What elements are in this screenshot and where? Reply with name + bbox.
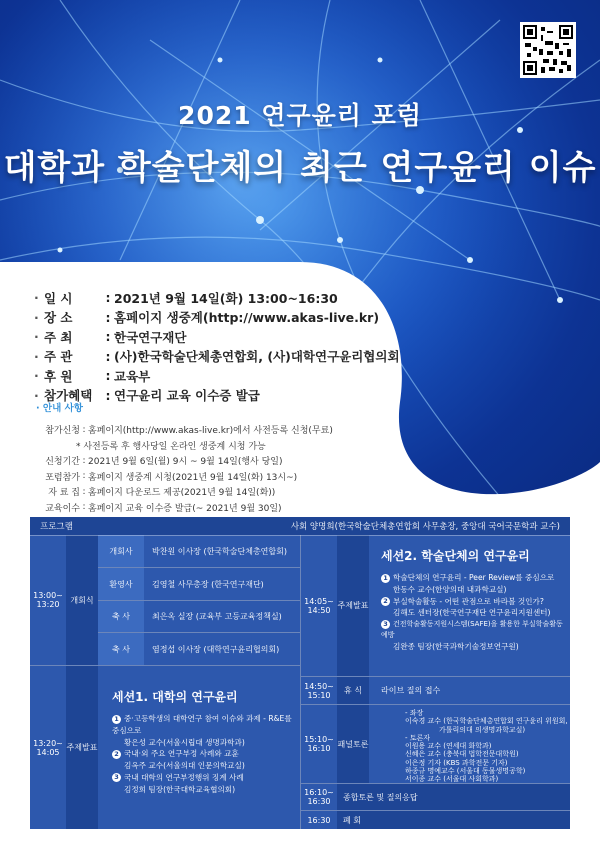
forum-subtitle: 대학과 학술단체의 최근 연구윤리 이슈 [3,148,597,188]
item-topic: 학술단체의 연구윤리 - Peer Review를 중심으로 [393,573,555,582]
item-speaker: 황은성 교수(서울시립대 생명과학과) [124,737,245,747]
item-speaker: 김정희 팀장(한국대학교육협의회) [124,784,236,794]
opening-label: 개회식 [66,535,98,665]
opening-role: 개회사 [98,535,144,567]
panel-block [369,705,570,783]
session1-block [98,666,300,829]
item-topic: 부실학술활동 - 어떤 관점으로 바라볼 것인가? [393,596,544,606]
opening-person: 박찬원 이사장 (한국학술단체총연합회) [144,535,300,567]
info-value: 2021년 9월 14일(화) 13:00~16:30 [114,290,338,306]
info-key: 참가혜택 [44,388,93,404]
item-speaker: 한동수 교수(한양의대 내과학교실) [393,584,507,594]
session2-item [381,619,570,641]
info-value: 교육부 [114,368,151,384]
item-number: 3 [112,773,121,782]
info-key: 장 소 [44,310,73,326]
item-number: 1 [112,715,121,724]
panel-line: 이은정 기자 (KBS 과학전문 기자) [405,758,508,767]
grid-line [301,676,570,677]
info-row-benefit: · 참가혜택 : 연구윤리 교육 이수증 발급 [34,387,260,404]
notice-value: 홈페이지 교육 이수증 발급(~ 2021년 9월 30일) [88,503,282,514]
info-key: 주 최 [44,329,73,345]
panel-line: 신혜은 교수 (충북대 법학전문대학원) [405,750,519,759]
closing-content: 폐 회 [337,811,570,829]
info-value: 연구윤리 교육 이수증 발급 [114,388,260,404]
opening-role: 환영사 [98,568,144,600]
program-header [30,517,570,535]
notice-value: * 사전등록 후 행사당일 온라인 생중계 시청 가능 [76,441,266,452]
forum-title: 2021 연구윤리 포럼 [178,101,422,130]
info-row-sponsor: · 후 원 : 교육부 [34,368,151,384]
panel-label: 패널토론 [337,705,369,783]
notice-value: 2021년 9월 6일(월) 9시 ~ 9월 14일(행사 당일) [88,457,283,468]
item-speaker: 김옥주 교수(서울의대 인문의학교실) [124,761,245,771]
break-time: 14:50~ 15:10 [301,677,337,704]
panel-line: 서이종 교수 (서울대 사회학과) [405,775,499,783]
session1-label: 주제발표 [66,666,98,829]
panel-time: 15:10~ 16:10 [301,705,337,783]
opening-role: 축 사 [98,601,144,632]
session2-item [381,572,570,584]
program-label: 프로그램 [40,522,73,532]
item-speaker: 김해도 센터장(한국연구재단 연구윤리지원센터) [393,608,551,618]
item-number: 2 [112,750,121,759]
panel-line: - 토론자 [405,733,431,742]
opening-person: 김영철 사무총장 (한국연구재단) [144,568,300,600]
closing-time: 16:30 [301,811,337,829]
item-topic: 국내 대학의 연구부정행위 징계 사례 [124,772,244,782]
notice-key: 교육이수 [45,503,80,514]
notice-key: 포럼참가 [45,472,80,483]
notice-key: 신청기간 [45,457,80,468]
session1-item [112,713,300,737]
grid-line [30,665,300,666]
session1-title: 세션1. 대학의 연구윤리 [112,690,238,704]
session2-time: 14:05~ 14:50 [301,535,337,676]
info-key: 일 시 [44,290,73,306]
qa-content: 종합토론 및 질의응답 [337,784,570,810]
session1-time: 13:20~ 14:05 [30,666,66,829]
opening-person: 염정섭 이사장 (대학연구윤리협의회) [144,633,300,665]
grid-line [98,567,300,568]
item-topic: 중·고등학생의 대학연구 참여 이슈와 과제 - R&E를 중심으로 [112,714,292,735]
item-number: 3 [381,620,390,629]
session2-item [381,596,570,608]
notice-row: 신청기간 : 2021년 9월 6일(월) 9시 ~ 9월 14일(행사 당일) [34,453,333,469]
panel-line: 하종규 명예교수 (서울대 동물생명공학) [405,766,526,775]
info-row-venue: · 장 소 : 홈페이지 생중계(http://www.akas-live.kr) [34,309,380,326]
grid-line [301,783,570,784]
grid-line [98,632,300,633]
info-value[interactable]: 홈페이지 생중계(http://www.akas-live.kr) [114,310,380,326]
info-value: (사)한국학술단체총연합회, (사)대학연구윤리협의회 [114,349,400,365]
notice-row: 자 료 집 : 홈페이지 다운로드 제공(2021년 9월 14일(화)) [34,484,333,500]
info-row-date: · 일 시 : 2021년 9월 14일(화) 13:00~16:30 [34,290,338,306]
notice-section [34,400,333,515]
grid-line [300,535,301,829]
notice-row [34,438,333,454]
notice-value[interactable]: 홈페이지(http://www.akas-live.kr)에서 사전등록 신청(무료) [88,426,333,437]
item-number: 1 [381,574,390,583]
qa-time: 16:10~ 16:30 [301,784,337,810]
item-topic: 국내·외 주요 연구부정 사례와 교훈 [124,749,239,759]
info-value: 한국연구재단 [114,329,187,345]
opening-role: 축 사 [98,633,144,665]
info-key: 주 관 [44,349,73,365]
break-content: 라이브 질의 접수 [369,677,570,704]
grid-line [301,810,570,811]
panel-line: 가톨릭의대 의생명과학교실) [439,725,526,734]
notice-value: 홈페이지 생중계 시청(2021년 9월 14일(화) 13시~) [88,472,298,483]
event-info-list [34,288,400,405]
session2-title: 세션2. 학술단체의 연구윤리 [381,549,530,563]
notice-row: 교육이수 : 홈페이지 교육 이수증 발급(~ 2021년 9월 30일) [34,500,333,516]
notice-key: 자 료 집 [48,488,80,499]
grid-line [301,704,570,705]
panel-line: 이숙경 교수 (한국학술단체총연합회 연구윤리 위원회, [405,717,568,726]
notice-value: 홈페이지 다운로드 제공(2021년 9월 14일(화)) [88,488,276,499]
session1-item [112,748,300,760]
item-topic: 건전학술활동지원시스템(SAFE)을 활용한 부실학술활동 예방 [381,620,563,639]
qr-code[interactable] [520,22,576,78]
notice-row: 참가신청 : 홈페이지(http://www.akas-live.kr)에서 사전등록 신청(무료) [34,422,333,438]
grid-line [98,600,300,601]
break-label: 휴 식 [337,677,369,704]
panel-line: - 좌장 [405,709,424,717]
notice-key: 참가신청 [45,426,80,437]
session2-block [369,535,570,676]
program-moderator: 사회 양명희(한국학술단체총연합회 사무총장, 중앙대 국어국문학과 교수) [290,522,560,532]
notice-row: 포럼참가 : 홈페이지 생중계 시청(2021년 9월 14일(화) 13시~) [34,469,333,485]
program-table [30,517,570,829]
notice-heading: · 안내 사항 [36,403,83,414]
opening-person: 최은옥 실장 (교육부 고등교육정책실) [144,601,300,632]
info-row-host: · 주 최 : 한국연구재단 [34,329,187,345]
item-speaker: 김완종 팀장(한국과학기술정보연구원) [393,641,519,651]
info-key: 후 원 [44,368,73,384]
item-number: 2 [381,597,390,606]
opening-time: 13:00~ 13:20 [30,535,66,665]
panel-line: 이원용 교수 (연세대 화학과) [405,742,492,750]
session1-item [112,772,300,784]
session2-label: 주제발표 [337,535,369,676]
info-row-organizer: · 주 관 : (사)한국학술단체총연합회, (사)대학연구윤리협의회 [34,348,400,365]
qr-code-icon [523,25,573,75]
